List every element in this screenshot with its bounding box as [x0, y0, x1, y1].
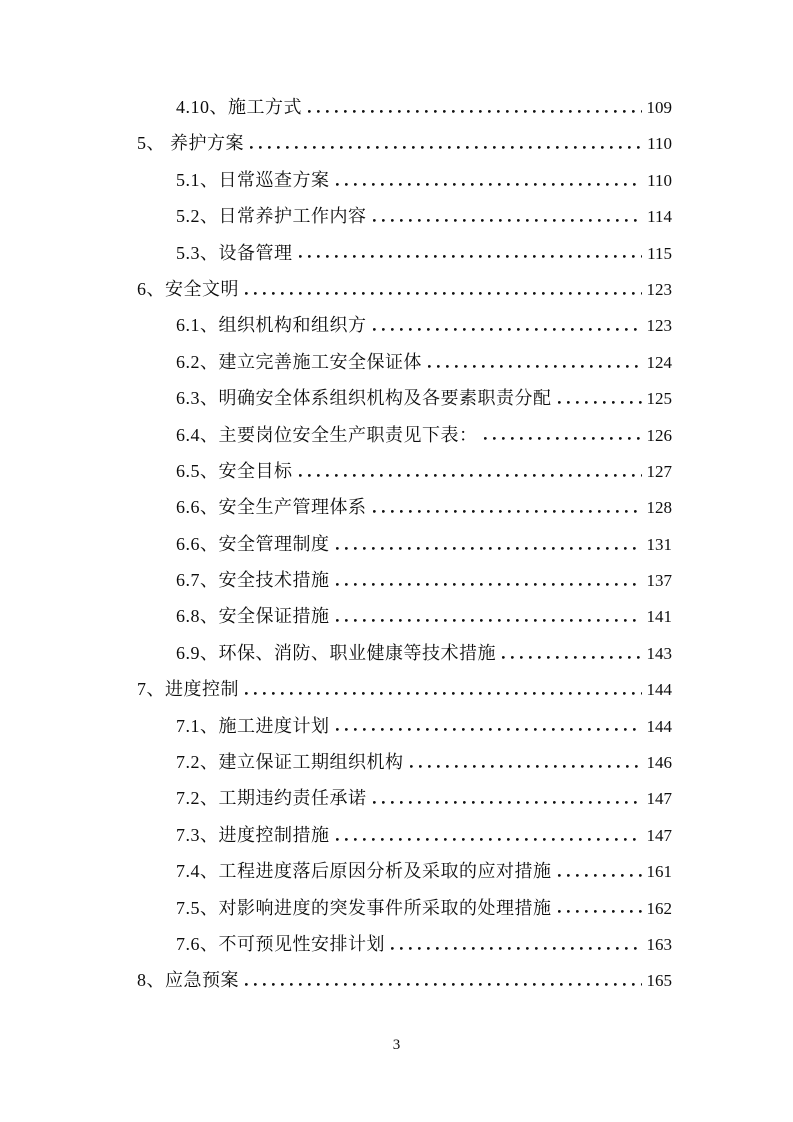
toc-entry-label: 7.4、工程进度落后原因分析及采取的应对措施: [176, 861, 552, 882]
footer-page-number: 3: [392, 1037, 401, 1053]
toc-entry-label: 7.2、工期违约责任承诺: [176, 788, 367, 809]
toc-entry-label: 7.3、进度控制措施: [176, 824, 330, 845]
toc-entry-label: 6.6、安全管理制度: [176, 533, 330, 554]
toc-entry-label: 6.8、安全保证措施: [176, 606, 330, 627]
toc-entry-label: 8、应急预案: [137, 970, 239, 991]
toc-entry-label: 7.5、对影响进度的突发事件所采取的处理措施: [176, 897, 552, 918]
toc-entry-page: 165: [646, 971, 672, 991]
toc-entry[interactable]: [137, 780, 672, 816]
toc-entry-page: 124: [646, 352, 672, 372]
toc-dot-leader: [558, 909, 642, 914]
toc-entry[interactable]: [137, 708, 672, 744]
toc-entry-page: 146: [646, 753, 672, 773]
toc-dot-leader: [336, 727, 642, 732]
toc-dot-leader: [428, 363, 642, 368]
toc-dot-leader: [558, 872, 642, 877]
toc-entry-page: 144: [646, 716, 672, 736]
toc-entry-page: 147: [646, 789, 672, 809]
toc-list: [0, 89, 793, 999]
toc-entry[interactable]: [137, 526, 672, 562]
toc-dot-leader: [308, 108, 642, 113]
toc-entry[interactable]: [137, 962, 672, 998]
toc-dot-leader: [484, 436, 642, 441]
toc-entry[interactable]: [137, 307, 672, 343]
toc-dot-leader: [373, 326, 642, 331]
toc-entry-label: 6.9、环保、消防、职业健康等技术措施: [176, 642, 496, 663]
toc-dot-leader: [336, 581, 642, 586]
toc-entry-label: 5、 养护方案: [137, 133, 244, 154]
toc-entry[interactable]: [137, 271, 672, 307]
toc-dot-leader: [410, 763, 642, 768]
toc-entry-label: 5.3、设备管理: [176, 242, 293, 263]
toc-entry-label: 6、安全文明: [137, 278, 239, 299]
toc-dot-leader: [336, 181, 643, 186]
toc-entry[interactable]: [137, 198, 672, 234]
toc-dot-leader: [245, 981, 642, 986]
toc-entry-page: 109: [646, 98, 672, 117]
toc-entry-label: 6.5、安全目标: [176, 460, 293, 481]
toc-dot-leader: [502, 654, 642, 659]
toc-dot-leader: [245, 690, 642, 695]
toc-entry-page: 125: [646, 389, 672, 409]
toc-entry[interactable]: [137, 890, 672, 926]
toc-entry-page: 110: [647, 170, 672, 190]
toc-entry[interactable]: [137, 380, 672, 416]
toc-dot-leader: [558, 399, 642, 404]
toc-entry[interactable]: [137, 453, 672, 489]
toc-entry-label: 7.2、建立保证工期组织机构: [176, 752, 404, 773]
toc-entry-label: 6.1、组织机构和组织方: [176, 315, 367, 336]
toc-dot-leader: [245, 290, 642, 295]
toc-entry[interactable]: [137, 417, 672, 453]
toc-entry-page: 123: [646, 279, 672, 299]
toc-entry-page: 126: [646, 425, 672, 445]
toc-entry-page: 115: [647, 243, 672, 263]
toc-entry[interactable]: [137, 635, 672, 671]
toc-dot-leader: [373, 508, 642, 513]
toc-entry[interactable]: [137, 162, 672, 198]
toc-entry-page: 110: [647, 134, 672, 154]
toc-dot-leader: [373, 217, 643, 222]
toc-entry[interactable]: [137, 671, 672, 707]
toc-entry-label: 6.2、建立完善施工安全保证体: [176, 351, 422, 372]
toc-entry[interactable]: [137, 125, 672, 161]
toc-entry[interactable]: [137, 926, 672, 962]
toc-entry-page: 114: [647, 207, 672, 227]
toc-entry-page: 137: [646, 571, 672, 591]
toc-entry[interactable]: [137, 598, 672, 634]
toc-entry-label: 4.10、施工方式: [176, 97, 302, 117]
toc-entry-page: 123: [646, 316, 672, 336]
toc-dot-leader: [299, 254, 643, 259]
toc-dot-leader: [250, 144, 642, 149]
toc-entry-label: 6.6、安全生产管理体系: [176, 497, 367, 518]
toc-entry-page: 147: [646, 825, 672, 845]
toc-entry-label: 6.3、明确安全体系组织机构及各要素职责分配: [176, 388, 552, 409]
toc-entry[interactable]: [137, 817, 672, 853]
toc-entry-page: 141: [646, 607, 672, 627]
toc-entry[interactable]: [137, 562, 672, 598]
toc-dot-leader: [336, 836, 642, 841]
toc-entry[interactable]: [137, 89, 672, 125]
toc-entry-page: 127: [646, 461, 672, 481]
toc-entry-label: 6.7、安全技术措施: [176, 570, 330, 591]
toc-dot-leader: [336, 545, 642, 550]
toc-entry-page: 143: [646, 643, 672, 663]
toc-entry[interactable]: [137, 235, 672, 271]
toc-entry[interactable]: [137, 744, 672, 780]
toc-entry[interactable]: [137, 853, 672, 889]
toc-entry-page: 162: [646, 898, 672, 918]
toc-entry[interactable]: [137, 489, 672, 525]
toc-entry-page: 163: [646, 934, 672, 954]
toc-entry-page: 144: [646, 680, 672, 700]
toc-entry-label: 5.2、日常养护工作内容: [176, 206, 367, 227]
toc-entry-label: 7、进度控制: [137, 679, 239, 700]
toc-dot-leader: [299, 472, 642, 477]
toc-dot-leader: [373, 799, 642, 804]
toc-entry-label: 7.6、不可预见性安排计划: [176, 933, 385, 954]
toc-entry[interactable]: [137, 344, 672, 380]
toc-dot-leader: [336, 617, 642, 622]
toc-entry-label: 7.1、施工进度计划: [176, 715, 330, 736]
toc-entry-label: 5.1、日常巡查方案: [176, 169, 330, 190]
toc-entry-label: 6.4、主要岗位安全生产职责见下表：: [176, 424, 478, 445]
toc-dot-leader: [391, 945, 642, 950]
toc-entry-page: 131: [646, 534, 672, 554]
toc-entry-page: 128: [646, 498, 672, 518]
toc-entry-page: 161: [646, 862, 672, 882]
